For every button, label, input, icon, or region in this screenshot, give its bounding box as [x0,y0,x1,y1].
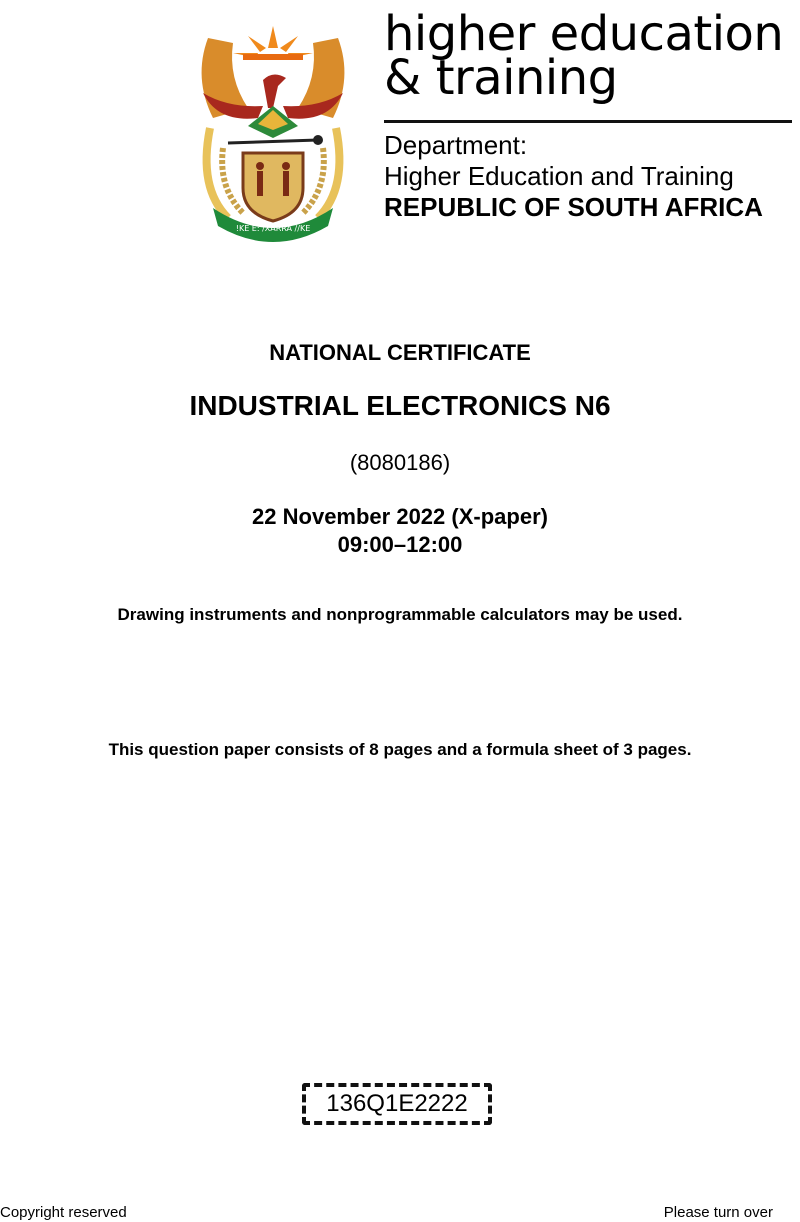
brand-wordmark [384,6,784,106]
certificate-title: NATIONAL CERTIFICATE [269,340,531,365]
exam-time: 09:00–12:00 [337,532,463,557]
paper-code: 136Q1E2222 [326,1090,468,1117]
department-block [384,130,763,223]
exam-date-time [0,503,800,559]
brand-divider [384,120,792,123]
footer-copyright: Copyright reserved [0,1204,127,1221]
crest-motto: !KE E: /XARRA //KE [235,224,311,233]
department-label: Department: [384,130,528,160]
country-name: REPUBLIC OF SOUTH AFRICA [384,192,763,222]
subject-title: INDUSTRIAL ELECTRONICS N6 [189,390,611,421]
footer-turn-over: Please turn over [663,1204,773,1221]
subject-code: (8080186) [349,450,451,475]
brand-line-2: & training [384,50,618,106]
instructions: Drawing instruments and nonprogrammable calculators may be used. [117,605,683,624]
brand-line-1: higher education [384,6,784,62]
exam-date: 22 November 2022 (X-paper) [252,504,548,529]
crest-icon [188,18,358,243]
department-name: Higher Education and Training [384,161,734,191]
paper-code-box [302,1083,492,1125]
page-info: This question paper consists of 8 pages and a formula sheet of 3 pages. [108,740,692,759]
coat-of-arms-logo [188,18,358,243]
